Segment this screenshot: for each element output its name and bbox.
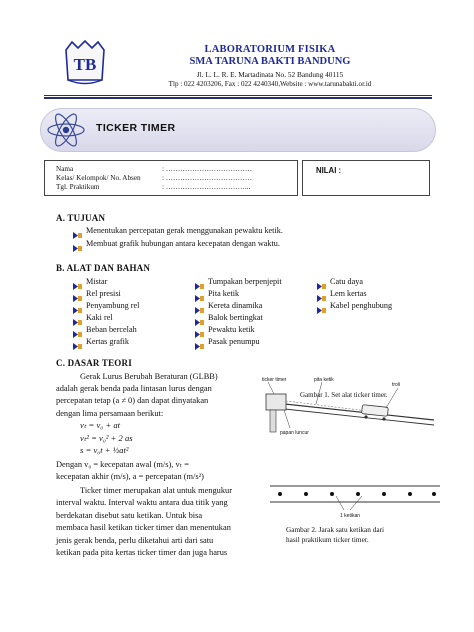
field-label: Kelas/ Kelompok/ No. Absen (56, 174, 141, 182)
bullet-icon (316, 278, 327, 287)
theory-paragraph-line: interval waktu. Interval waktu antara dua titik yang (56, 498, 228, 508)
header-divider (44, 95, 432, 96)
score-box (302, 160, 430, 196)
theory-paragraph-line: Ticker timer merupakan alat untuk mengukur (80, 486, 233, 495)
equation: vₜ = v₀ + at (80, 420, 121, 430)
equipment-item: Pasak penumpu (208, 337, 260, 346)
equipment-item: Beban bercelah (86, 325, 137, 334)
theory-paragraph-line: membaca hasil ketikan ticker timer dan menentukan (56, 523, 231, 533)
bullet-icon (194, 278, 205, 287)
score-label: NILAI : (316, 166, 342, 175)
bullet-icon (72, 290, 83, 299)
definition-line: Dengan v₀ = kecepatan awal (m/s), vₜ = (56, 460, 189, 469)
bullet-icon (72, 302, 83, 311)
field-blank: : ……………………………… (162, 165, 253, 173)
bullet-icon (194, 314, 205, 323)
theory-paragraph-line: Gerak Lurus Berubah Beraturan (GLBB) (80, 372, 218, 381)
field-name (56, 165, 253, 173)
bullet-icon (72, 278, 83, 287)
equipment-item: Catu daya (330, 277, 363, 286)
equation: vₜ² = v₀² + 2 as (80, 432, 133, 443)
school-logo (62, 40, 108, 86)
bullet-icon (194, 302, 205, 311)
equation: s = v₀t + ½at² (80, 445, 129, 455)
figure1-caption: Gambar 1. Set alat ticker timer. (300, 391, 388, 399)
bullet-icon (72, 227, 83, 236)
section-heading-alat: B. ALAT DAN BAHAN (56, 263, 151, 273)
bullet-icon (194, 290, 205, 299)
tape-dot (432, 492, 436, 496)
bullet-icon (194, 338, 205, 347)
equipment-item: Kereta dinamika (208, 301, 263, 310)
lab-name: LABORATORIUM FISIKA (204, 44, 336, 55)
field-blank: : ……………………………... (162, 183, 251, 191)
school-name: SMA TARUNA BAKTI BANDUNG (189, 56, 351, 67)
field-label: Tgl. Praktikum (56, 183, 100, 191)
equipment-item: Mistar (86, 277, 108, 286)
objective-item: Membuat grafik hubungan antara kecepatan dengan waktu. (86, 239, 280, 248)
equipment-item: Pita ketik (208, 289, 240, 298)
section-heading-teori: C. DASAR TEORI (56, 358, 132, 368)
equipment-item: Kaki rel (86, 313, 113, 322)
tape-dot (330, 492, 334, 496)
tape-dot (408, 492, 412, 496)
logo-lettering: TB (73, 55, 97, 74)
theory-paragraph-line: jenis gerak benda, perlu diketahui arti dari satu (56, 535, 214, 545)
theory-paragraph-line: berdekatan disebut satu ketikan. Untuk bisa (56, 510, 203, 520)
tape-dot (278, 492, 282, 496)
figure2-caption-line2: hasil praktikum ticker timer. (286, 535, 369, 544)
label-cart: troli (392, 382, 401, 388)
equipment-item: Kertas grafik (86, 337, 129, 346)
equipment-item: Tumpakan berpenjepit (208, 277, 282, 286)
equipment-item: Lem kertas (330, 289, 367, 298)
section-heading-tujuan: A. TUJUAN (56, 213, 106, 223)
field-class (56, 174, 253, 182)
equipment-item: Rel presisi (86, 289, 121, 298)
equipment-item: Pewaktu ketik (208, 325, 255, 334)
bullet-icon (316, 302, 327, 311)
bullet-icon (72, 314, 83, 323)
atom-icon (44, 108, 88, 152)
theory-paragraph-line: adalah gerak benda pada lintasan lurus dengan (56, 384, 212, 394)
letterhead (120, 44, 420, 88)
definition-line: kecepatan akhir (m/s), a = percepatan (m/s²) (56, 472, 204, 482)
tape-dot (356, 492, 360, 496)
theory-paragraph-line: ketikan pada pita kertas ticker timer dan juga harus (56, 548, 228, 557)
contact-line: Tlp : 022 4203206, Fax : 022 4240340,Website : www.tarunabakti.or.id (168, 80, 372, 88)
bullet-icon (72, 326, 83, 335)
figure2-caption-line1: Gambar 2. Jarak satu ketikan dari (286, 525, 385, 534)
bullet-icon (316, 290, 327, 299)
banner-title: TICKER TIMER (96, 122, 176, 134)
tape-dot (382, 492, 386, 496)
field-label: Nama (56, 165, 74, 173)
tape-dot (304, 492, 308, 496)
objective-item: Menentukan percepatan gerak menggunakan pewaktu ketik. (86, 226, 283, 235)
theory-paragraph-line: dengan lima persamaan berikut: (56, 408, 164, 418)
equipment-item: Penyambung rel (86, 301, 140, 310)
theory-paragraph-line: percepatan tetap (a ≠ 0) dan dapat dinyatakan (56, 396, 209, 406)
field-date (56, 183, 251, 191)
label-tape: pita ketik (314, 377, 334, 383)
field-blank: : ……………………………… (162, 174, 253, 182)
equipment-item: Kabel penghubung (330, 301, 393, 310)
bullet-icon (194, 326, 205, 335)
label-one-tick: 1 ketikan (340, 513, 361, 519)
header-divider-thick (44, 97, 432, 99)
equipment-item: Balok bertingkat (208, 313, 263, 322)
bullet-icon (72, 240, 83, 249)
address-line: Jl. L. L. R. E. Martadinata No. 52 Bandung 40115 (196, 70, 344, 79)
bullet-icon (72, 338, 83, 347)
label-board: papan luncur (280, 430, 309, 436)
label-ticker-timer: ticker timer (262, 377, 287, 383)
